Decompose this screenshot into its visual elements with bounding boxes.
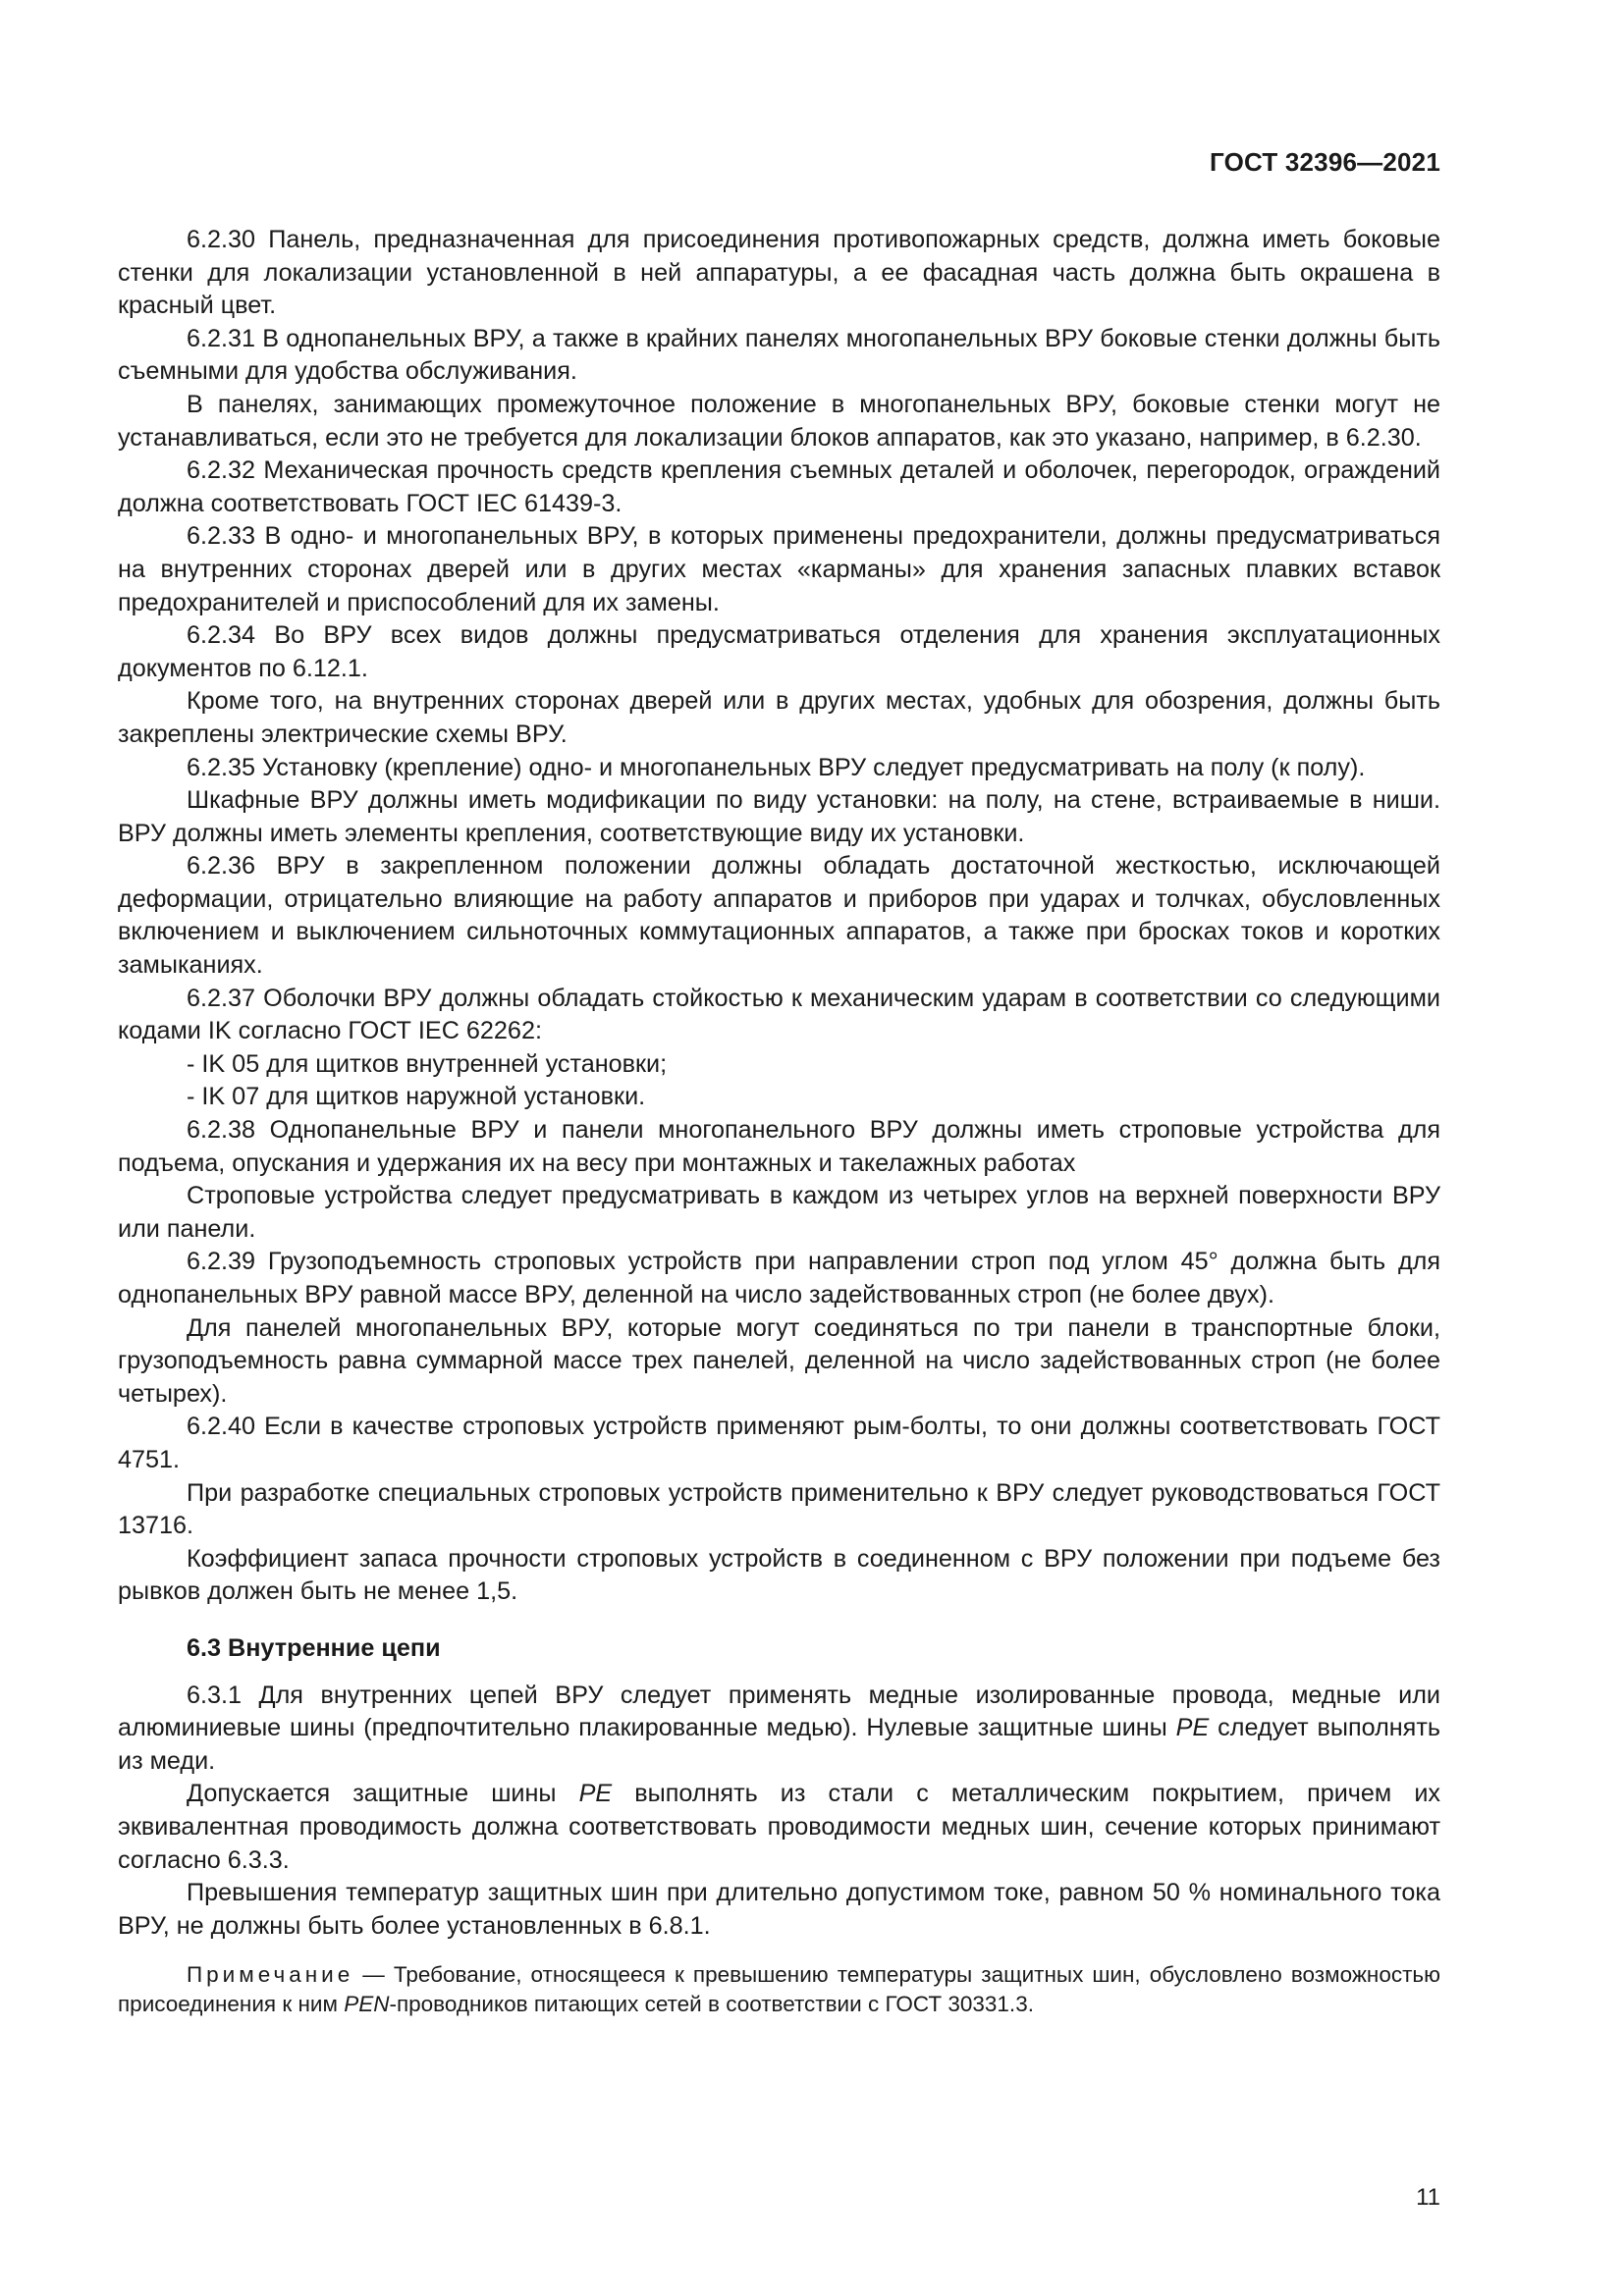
paragraph-schemes: Кроме того, на внутренних сторонах дверей или в других местах, удобных для обозрения, должны быть закреплены электрические схемы ВРУ. xyxy=(118,687,1440,748)
paragraph-6-2-34: 6.2.34 Во ВРУ всех видов должны предусматриваться отделения для хранения эксплуатационных документов по 6.12.1. xyxy=(118,621,1440,682)
paragraph-transport-blocks: Для панелей многопанельных ВРУ, которые могут соединяться по три панели в транспортные блоки, грузоподъемность равна суммарной массе трех панелей, деленной на число задействованных строп (не более четырех). xyxy=(118,1313,1440,1408)
paragraph-6-2-38: 6.2.38 Однопанельные ВРУ и панели многопанельного ВРУ должны иметь строповые устройства для подъема, опускания и удержания их на весу при монтажных и такелажных работах xyxy=(118,1116,1440,1177)
paragraph-6-2-39: 6.2.39 Грузоподъемность строповых устройств при направлении строп под углом 45° должна быть для однопанельных ВРУ равной массе ВРУ, деленной на число задействованных строп (не более двух). xyxy=(118,1248,1440,1308)
paragraph-temperature-rise: Превышения температур защитных шин при длительно допустимом токе, равном 50 % номинального тока ВРУ, не должны быть более установленных в 6.8.1. xyxy=(118,1879,1440,1940)
paragraph-6-2-37: 6.2.37 Оболочки ВРУ должны обладать стойкостью к механическим ударам в соответствии со следующими кодами IK согласно ГОСТ IEC 62262: xyxy=(118,984,1440,1045)
list-item-ik07: - IK 07 для щитков наружной установки. xyxy=(187,1083,646,1111)
paragraph-sling-corners: Строповые устройства следует предусматривать в каждом из четырех углов на верхней поверхности ВРУ или панели. xyxy=(118,1182,1440,1243)
paragraph-side-walls: В панелях, занимающих промежуточное положение в многопанельных ВРУ, боковые стенки могут не устанавливаться, если это не требуется для локализации блоков аппаратов, как это указано, например, в 6.2.30. xyxy=(118,390,1440,452)
paragraph-6-2-33: 6.2.33 В одно- и многопанельных ВРУ, в которых применены предохранители, должны предусматриваться на внутренних сторонах дверей или в других местах «карманы» для хранения запасных плавких вставок предохранителей и приспособлений для их замены. xyxy=(118,522,1440,616)
paragraph-6-2-32: 6.2.32 Механическая прочность средств крепления съемных деталей и оболочек, перегородок, ограждений должна соответствовать ГОСТ IEC 61439-3. xyxy=(118,456,1440,517)
paragraph-6-3-1: 6.3.1 Для внутренних цепей ВРУ следует применять медные изолированные провода, медные или алюминиевые шины (предпочтительно плакированные медью). Нулевые защитные шины PE следует выполнять из меди. xyxy=(118,1681,1440,1775)
section-heading: 6.3 Внутренние цепи xyxy=(187,1633,441,1662)
paragraph-steel-busbars: Допускается защитные шины PE выполнять из стали с металлическим покрытием, причем их эквивалентная проводимость должна соответствовать проводимости медных шин, сечение которых принимают согласно 6.3.3. xyxy=(118,1780,1440,1874)
paragraph-6-2-30: 6.2.30 Панель, предназначенная для присоединения противопожарных средств, должна иметь боковые стенки для локализации установленной в ней аппаратуры, а ее фасадная часть должна быть окрашена в красный цвет. xyxy=(118,226,1440,320)
document-header: ГОСТ 32396—2021 xyxy=(1210,147,1440,177)
list-item-ik05: - IK 05 для щитков внутренней установки; xyxy=(187,1049,668,1078)
paragraph-cabinet-mounting: Шкафные ВРУ должны иметь модификации по виду установки: на полу, на стене, встраиваемые в ниши. ВРУ должны иметь элементы крепления, соответствующие виду их установки. xyxy=(118,786,1440,847)
paragraph-6-2-35: 6.2.35 Установку (крепление) одно- и многопанельных ВРУ следует предусматривать на полу (к полу). xyxy=(187,753,1366,781)
note-label: Примечание xyxy=(187,1962,354,1988)
paragraph-6-2-36: 6.2.36 ВРУ в закрепленном положении должны обладать достаточной жесткостью, исключающей деформации, отрицательно влияющие на работу аппаратов и приборов при ударах и толчках, обусловленных включением и выключением сильноточных коммутационных аппаратов, а также при бросках токов и коротких замыканиях. xyxy=(118,852,1440,980)
note: Примечание — Требование, относящееся к превышению температуры защитных шин, обусловлено возможностью присоединения к ним PEN-проводников питающих сетей в соответствии с ГОСТ 30331.3. xyxy=(118,1962,1440,2017)
document-body xyxy=(118,224,1440,2019)
page-number: 11 xyxy=(1416,2184,1440,2211)
paragraph-6-2-31: 6.2.31 В однопанельных ВРУ, а также в крайних панелях многопанельных ВРУ боковые стенки должны быть съемными для удобства обслуживания. xyxy=(118,324,1440,386)
paragraph-special-slings: При разработке специальных строповых устройств применительно к ВРУ следует руководствоваться ГОСТ 13716. xyxy=(118,1478,1440,1540)
paragraph-safety-factor: Коэффициент запаса прочности строповых устройств в соединенном с ВРУ положении при подъеме без рывков должен быть не менее 1,5. xyxy=(118,1544,1440,1606)
paragraph-6-2-40: 6.2.40 Если в качестве строповых устройств применяют рым-болты, то они должны соответствовать ГОСТ 4751. xyxy=(118,1413,1440,1473)
